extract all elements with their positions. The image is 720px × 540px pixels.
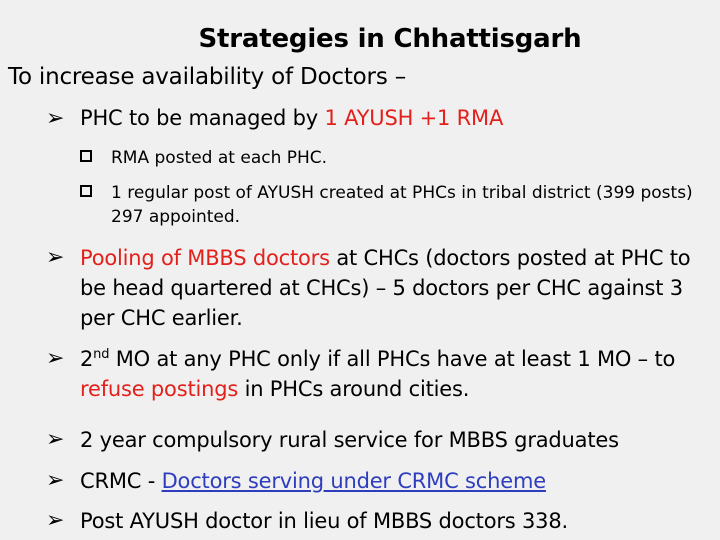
bullet-text: Post AYUSH doctor in lieu of MBBS doctors 338. [80, 509, 568, 533]
bullet-pooling [46, 243, 716, 333]
bullet-text: in PHCs around cities. [238, 377, 470, 401]
arrow-bullet-icon: ➢ [46, 245, 65, 270]
bullet-text: PHC to be managed by [80, 106, 325, 130]
arrow-bullet-icon: ➢ [46, 468, 65, 493]
arrow-bullet-icon: ➢ [46, 508, 65, 533]
sub-item-text: 1 regular post of AYUSH created at PHCs in tribal district (399 posts) 297 appointed. [111, 183, 693, 227]
sub-item-text: RMA posted at each PHC. [111, 148, 328, 168]
bullet-crmc [46, 466, 716, 496]
bullet-text: CRMC - [80, 469, 162, 493]
bullet-text: 2 [80, 347, 94, 371]
sub-item-ayush [80, 181, 710, 229]
bullet-post-ayush [46, 506, 716, 536]
bullet-phc-managed [46, 106, 706, 131]
bullet-text: at CHCs (doctors posted at PHC to be head quartered at CHCs) – 5 doctors per CHC against 3 per CHC earlier. [80, 246, 691, 330]
arrow-bullet-icon: ➢ [46, 346, 65, 371]
arrow-bullet-icon: ➢ [46, 427, 65, 452]
bullet-rural-service [46, 425, 716, 455]
highlight-text: Pooling of MBBS doctors [80, 246, 330, 270]
checkbox-bullet-icon [80, 185, 92, 197]
bullet-text: 2 year compulsory rural service for MBBS graduates [80, 428, 619, 452]
bullet-text: MO at any PHC only if all PHCs have at least 1 MO – to [109, 347, 676, 371]
arrow-bullet-icon: ➢ [46, 106, 65, 131]
slide-title: Strategies in Chhattisgarh [198, 24, 582, 54]
bullet-second-mo [46, 344, 716, 404]
highlight-text: refuse postings [80, 377, 239, 401]
checkbox-bullet-icon [80, 150, 92, 162]
crmc-link[interactable]: Doctors serving under CRMC scheme [161, 469, 546, 493]
slide-subtitle: To increase availability of Doctors – [8, 64, 407, 90]
superscript: nd [93, 347, 110, 362]
sub-item-rma [80, 146, 710, 170]
highlight-text: 1 AYUSH +1 RMA [324, 106, 504, 130]
